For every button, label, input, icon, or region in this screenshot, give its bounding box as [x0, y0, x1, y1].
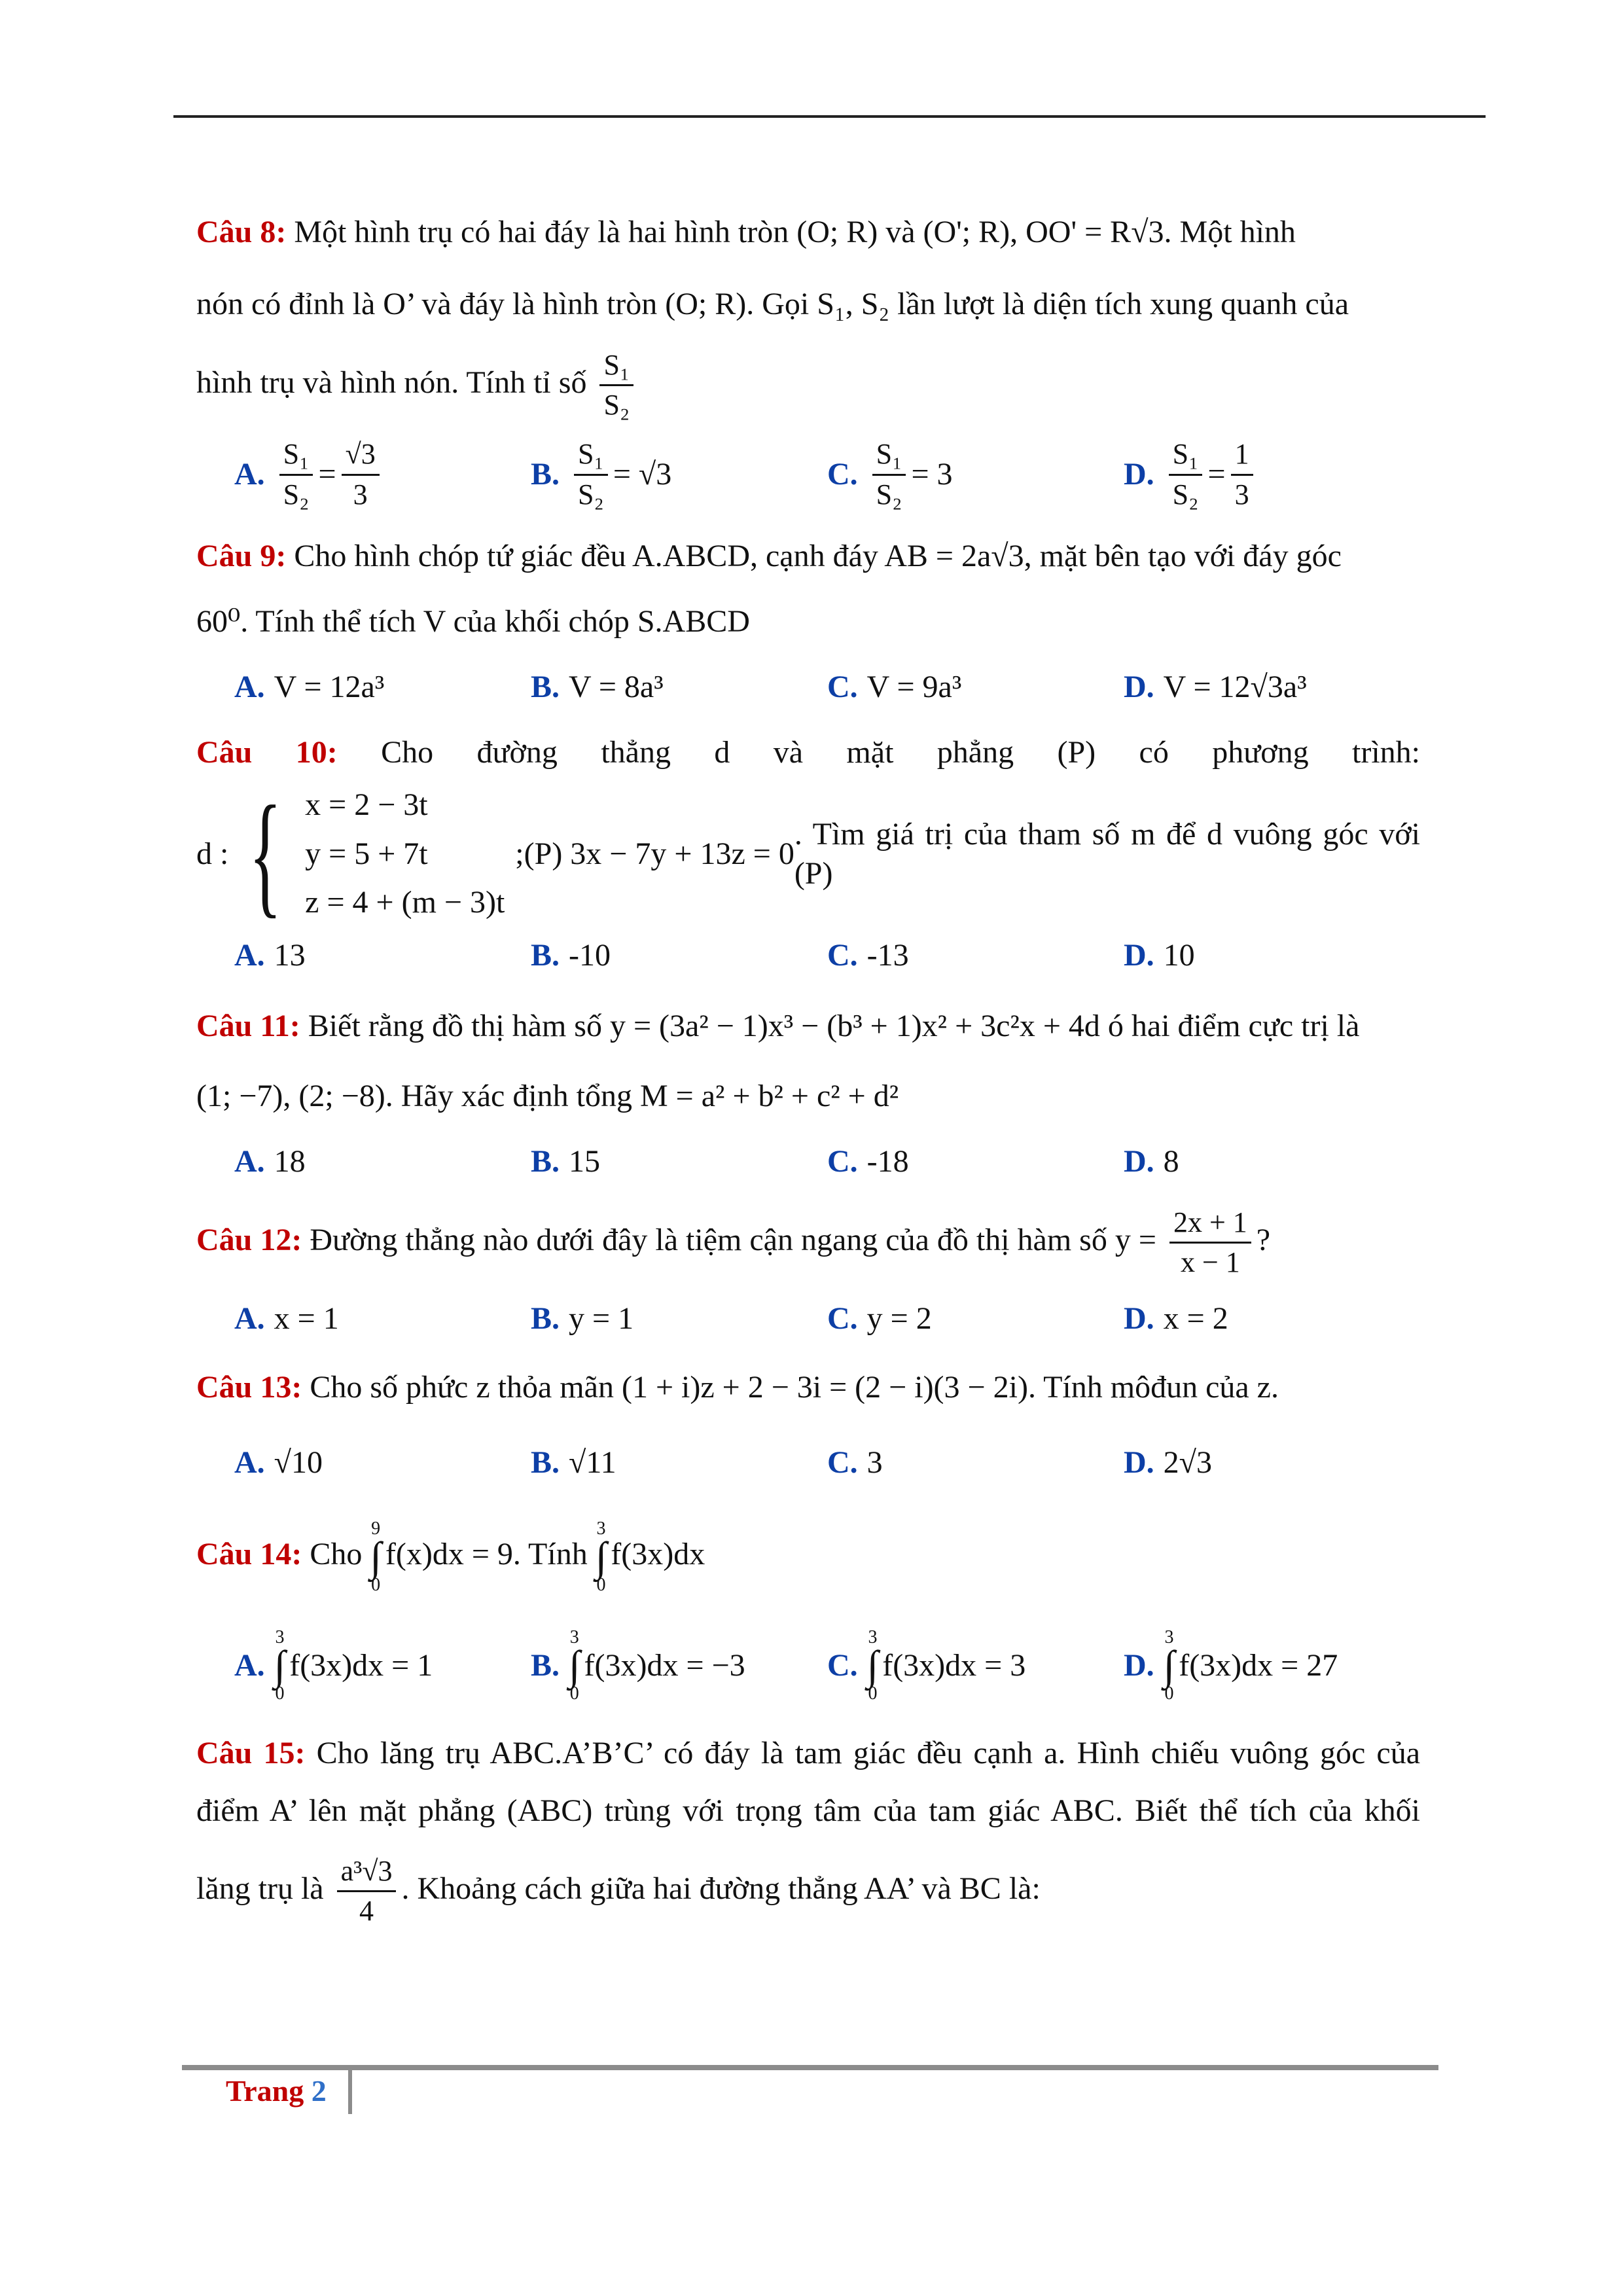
question-13: Câu 13: Cho số phức z thỏa mãn (1 + i)z + 2 − 3i = (2 − i)(3 − 2i). Tính môđun của z.	[196, 1370, 1279, 1405]
answer-options-8	[196, 425, 1420, 524]
header-rule	[173, 115, 1486, 118]
fraction: $\frac{\text{a³√3}}{4}$	[337, 1855, 397, 1928]
question-8: Câu 8: Một hình trụ có hai đáy là hai hình tròn (O; R) và (O'; R), OO' = R√3. Một hình nón có đỉnh là O’ và đáy là hình tròn (O; R). Gọi S₁, S₂ lần lượt là diện tích xung quanh của hình trụ và hình nón. Tính tỉ số $\frac{\text{S₁}}{\text{S₂}}$	[196, 215, 1349, 422]
question-label: Câu 13:	[196, 1370, 302, 1405]
answer-options-9	[196, 655, 1420, 720]
option-b[interactable]: B. 15	[531, 1144, 601, 1179]
option-b[interactable]: B. $\frac{\text{S₁}}{\text{S₂}}$ = √3	[531, 437, 672, 511]
option-b[interactable]: B. -10	[531, 938, 611, 973]
option-a[interactable]: A. 13	[234, 938, 306, 973]
answer-options-13	[196, 1424, 1420, 1502]
question-9: Câu 9: Cho hình chóp tứ giác đều A.ABCD, cạnh đáy AB = 2a√3, mặt bên tạo với đáy góc 60⁰. Tính thể tích V của khối chóp S.ABCD	[196, 539, 1342, 639]
answer-options-14	[196, 1607, 1420, 1725]
question-label: Câu 14:	[196, 1537, 302, 1571]
option-a[interactable]: A. $\frac{\text{S₁}}{\text{S₂}}$ = $\frac{√3}{3}$	[234, 438, 531, 511]
footer-rule	[182, 2065, 1438, 2070]
question-11: Câu 11: Biết rằng đồ thị hàm số y = (3a² − 1)x³ − (b³ + 1)x² + 3c²x + 4d ó hai điểm cực trị là (1; −7), (2; −8). Hãy xác định tổng M = a² + b² + c² + d²	[196, 1009, 1360, 1113]
option-b[interactable]: B. 3 ∫ 0 f(3x)dx = −3	[531, 1627, 745, 1704]
question-label: Câu 12:	[196, 1223, 302, 1257]
option-c[interactable]: C. V = 9a³	[827, 670, 962, 704]
option-d[interactable]: D. 2√3	[1124, 1445, 1213, 1480]
option-c[interactable]: C. $\frac{\text{S₁}}{\text{S₂}}$ = 3	[827, 437, 953, 511]
question-14: Câu 14: Cho 9 ∫ 0 f(x)dx = 9. Tính 3 ∫ 0 f(3x)dx	[196, 1518, 705, 1595]
option-d[interactable]: D. x = 2	[1124, 1301, 1228, 1336]
option-a[interactable]: A. x = 1	[234, 1301, 339, 1336]
answer-options-10	[196, 923, 1420, 988]
fraction: $\frac{2x + 1}{x - 1}$	[1169, 1206, 1251, 1280]
integral-sign: 3 ∫ 0	[595, 1518, 607, 1595]
integral-sign: 9 ∫ 0	[370, 1518, 382, 1595]
equation-system: { x = 2 − 3t y = 5 + 7t z = 4 + (m − 3)t	[249, 778, 505, 930]
option-b[interactable]: B. √11	[531, 1445, 616, 1480]
answer-options-11	[196, 1129, 1420, 1194]
page-number: Trang 2	[226, 2074, 327, 2108]
question-list	[196, 196, 1420, 1938]
question-label: Câu 9:	[196, 539, 287, 573]
option-a[interactable]: A. √10	[234, 1445, 323, 1480]
fraction: $\frac{\text{S₁}}{\text{S₂}}$	[599, 349, 633, 422]
option-a[interactable]: A. V = 12a³	[234, 670, 385, 704]
option-c[interactable]: C. -13	[827, 938, 909, 973]
option-b[interactable]: B. V = 8a³	[531, 670, 664, 704]
option-d[interactable]: D. 3 ∫ 0 f(3x)dx = 27	[1124, 1627, 1338, 1704]
option-a[interactable]: A. 3 ∫ 0 f(3x)dx = 1	[234, 1627, 433, 1704]
question-15: Câu 15: Cho lăng trụ ABC.A’B’C’ có đáy là tam giác đều cạnh a. Hình chiếu vuông góc của điểm A’ lên mặt phẳng (ABC) trùng với trọng tâm của tam giác ABC. Biết thể tích của khối lăng trụ là $\frac{\text{a³√3}}{4}$ . Khoảng cách giữa hai đường thẳng AA’ và BC là:	[196, 1736, 1421, 1928]
option-c[interactable]: C. 3 ∫ 0 f(3x)dx = 3	[827, 1627, 1026, 1704]
question-10: Câu 10: Cho đường thẳng d và mặt phẳng (P) có phương trình: d : { x = 2 − 3t y = 5 + 7t z = 4 + (m − 3)t ;(P) 3x − 7y + 13z = 0 . Tìm giá trị của tham số m để d vuông góc với (P)	[196, 735, 1421, 930]
question-label: Câu 15:	[196, 1736, 306, 1770]
option-c[interactable]: C. -18	[827, 1144, 909, 1179]
question-12: Câu 12: Đường thẳng nào dưới đây là tiệm cận ngang của đồ thị hàm số y = $\frac{2x + 1}{x - 1}$ ?	[196, 1206, 1271, 1279]
question-label: Câu 10:	[196, 735, 338, 770]
option-a[interactable]: A. 18	[234, 1144, 306, 1179]
option-d[interactable]: D. $\frac{\text{S₁}}{\text{S₂}}$ = $\frac{1}{3}$	[1124, 438, 1420, 511]
answer-options-12	[196, 1286, 1420, 1352]
option-d[interactable]: D. 10	[1124, 938, 1195, 973]
footer-divider	[348, 2067, 352, 2114]
question-label: Câu 8:	[196, 215, 287, 249]
option-d[interactable]: D. V = 12√3a³	[1124, 670, 1307, 704]
option-d[interactable]: D. 8	[1124, 1144, 1179, 1179]
question-label: Câu 11:	[196, 1009, 300, 1043]
option-b[interactable]: B. y = 1	[531, 1301, 634, 1336]
option-c[interactable]: C. y = 2	[827, 1301, 932, 1336]
option-c[interactable]: C. 3	[827, 1445, 883, 1480]
